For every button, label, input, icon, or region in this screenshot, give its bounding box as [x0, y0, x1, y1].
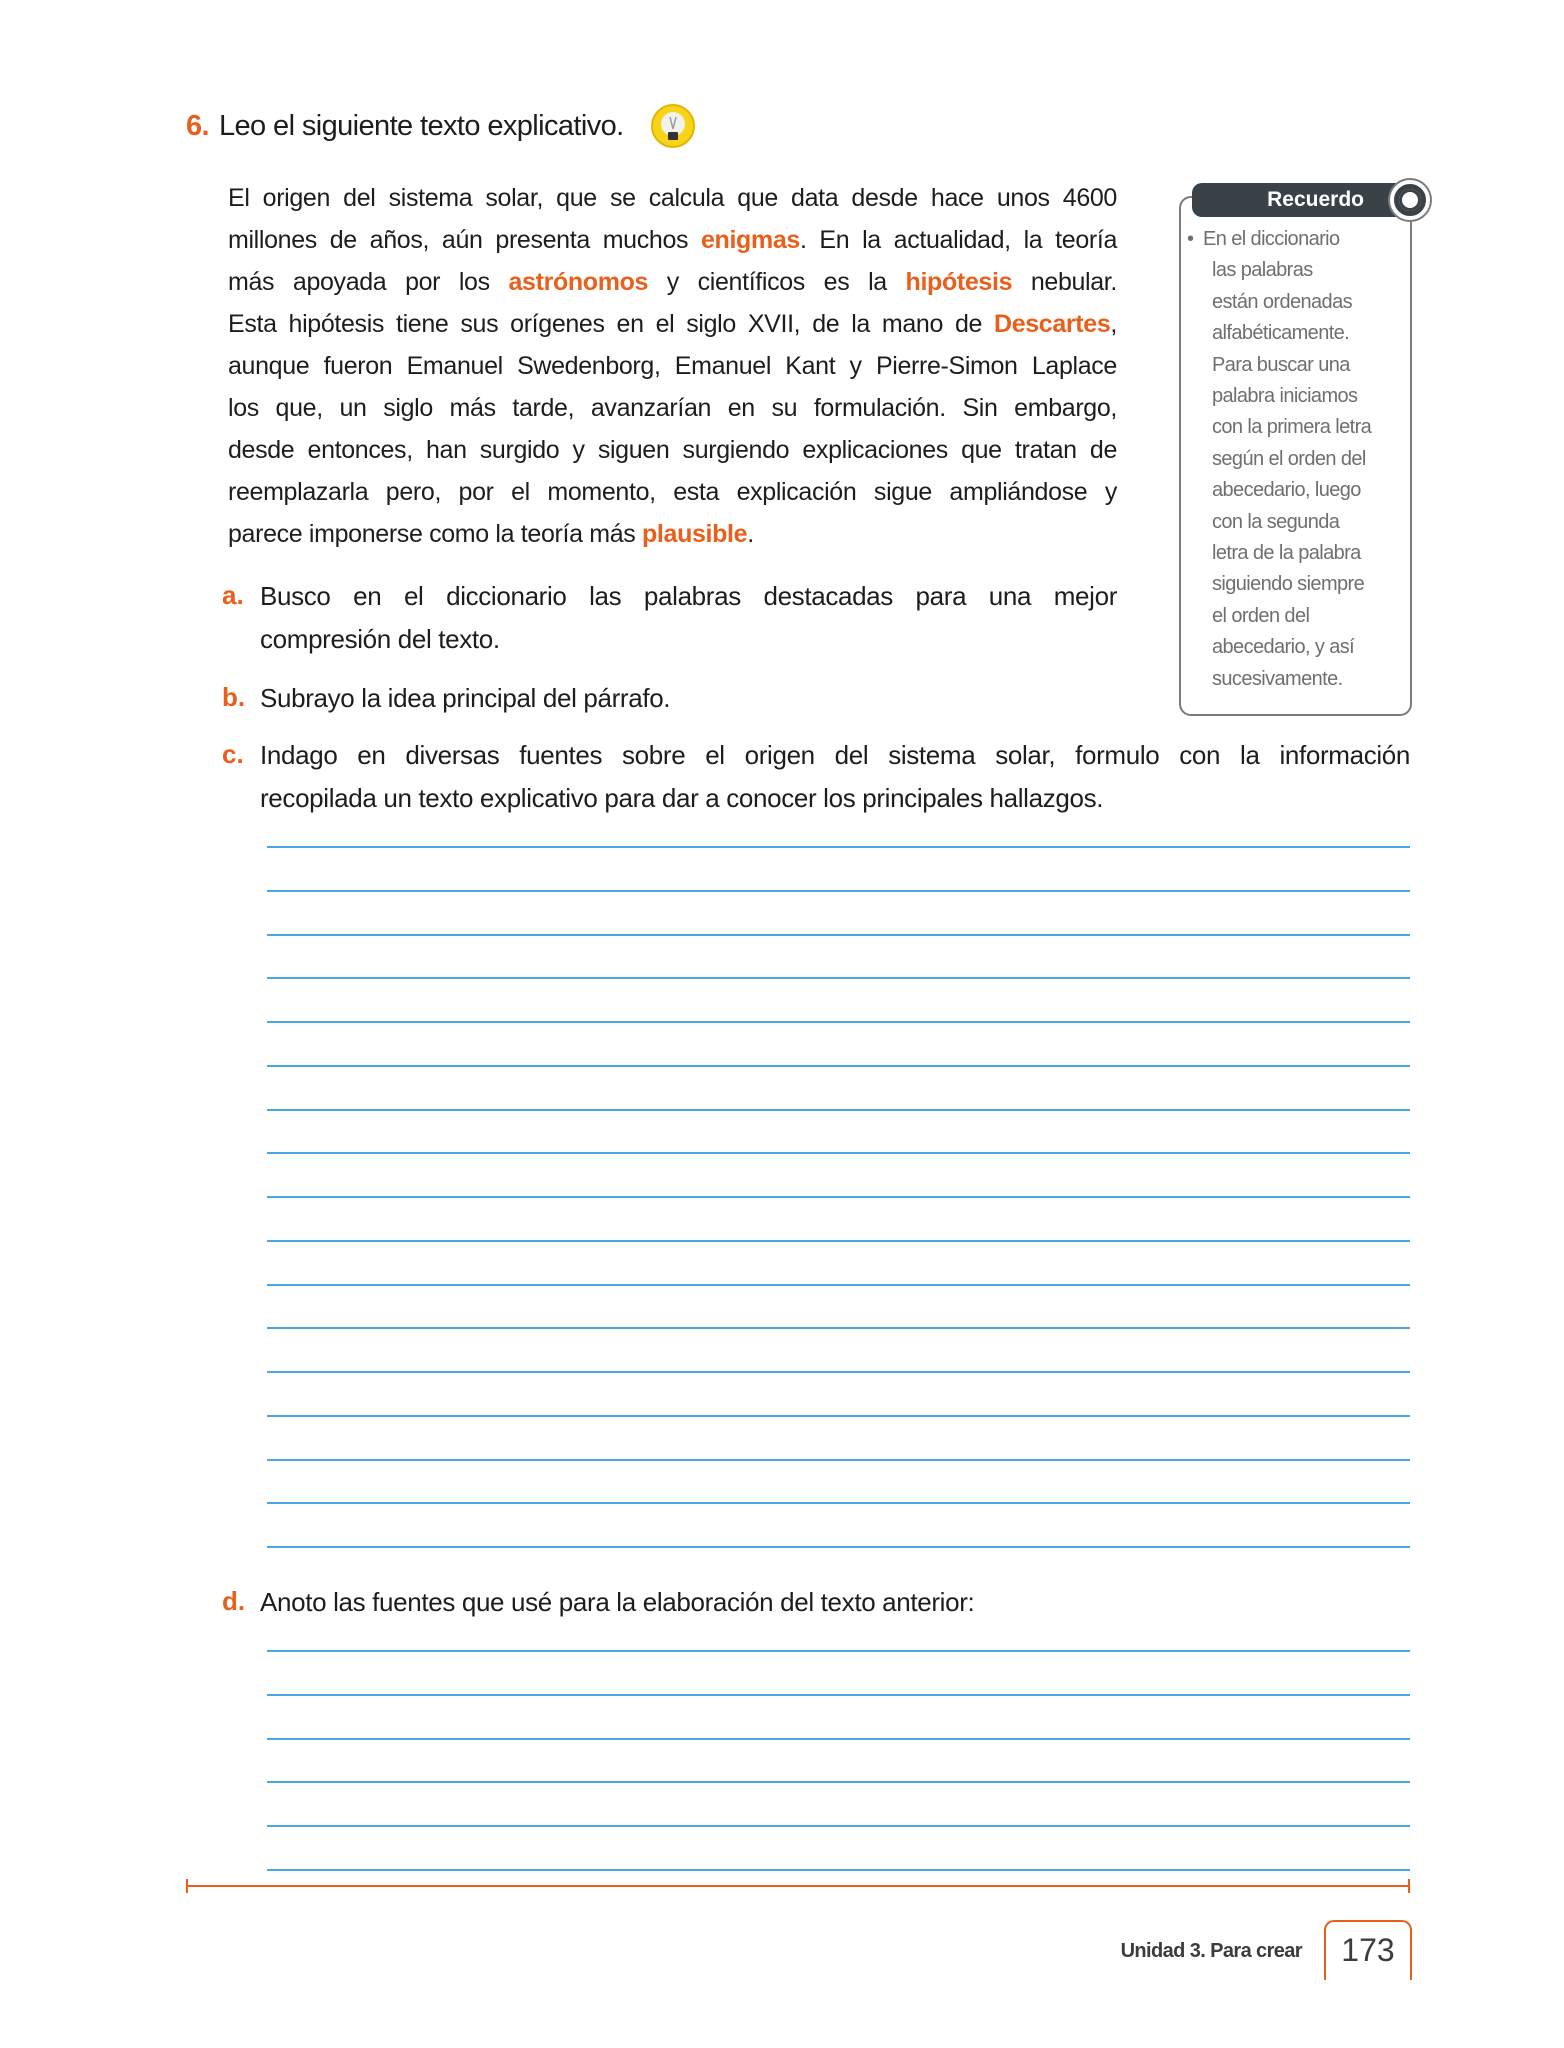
answer-line-c[interactable] [267, 846, 1410, 848]
answer-line-d[interactable] [267, 1825, 1410, 1827]
answer-line-c[interactable] [267, 1459, 1410, 1461]
paragraph-line [228, 474, 1117, 510]
answer-line-d[interactable] [267, 1738, 1410, 1740]
reminder-line: siguiendo siempre [1212, 573, 1365, 596]
text-segment: , [1110, 310, 1117, 338]
reminder-line: alfabéticamente. [1212, 322, 1350, 345]
answer-line-c[interactable] [267, 1065, 1410, 1067]
exercise-title: Leo el siguiente texto explicativo. [219, 110, 624, 142]
paragraph-line [228, 264, 1117, 300]
paragraph-line [228, 516, 1117, 552]
lightbulb-icon [650, 103, 696, 149]
reminder-line: las palabras [1212, 259, 1313, 282]
reminder-line: palabra iniciamos [1212, 385, 1358, 407]
reminder-line: con la primera letra [1212, 416, 1372, 439]
answer-line-c[interactable] [267, 1152, 1410, 1154]
task-d-text: Anoto las fuentes que usé para la elaboración del texto anterior: [260, 1587, 975, 1617]
task-a-text: Busco en el diccionario las palabras destacadas para una mejor [260, 581, 1117, 611]
text-segment: más apoyada por los [228, 268, 509, 296]
answer-line-c[interactable] [267, 1371, 1410, 1373]
reminder-line: sucesivamente. [1212, 667, 1343, 690]
paragraph-line [228, 432, 1117, 468]
task-c-text: recopilada un texto explicativo para dar a conocer los principales hallazgos. [260, 783, 1104, 813]
highlighted-word: astrónomos [508, 268, 649, 296]
answer-line-c[interactable] [267, 890, 1410, 892]
text-segment: nebular. [1012, 268, 1117, 296]
answer-line-c[interactable] [267, 1021, 1410, 1023]
footer-divider [186, 1885, 1410, 1887]
answer-line-c[interactable] [267, 1240, 1410, 1242]
answer-line-c[interactable] [267, 1327, 1410, 1329]
reminder-circle-icon [1390, 180, 1430, 220]
paragraph-line [228, 306, 1117, 342]
bullet-icon: • [1187, 228, 1194, 250]
task-letter-b: b. [222, 682, 246, 712]
reminder-line: abecedario, y así [1212, 636, 1355, 659]
text-segment: millones de años, aún presenta muchos [228, 226, 701, 254]
highlighted-word: hipótesis [905, 268, 1013, 296]
paragraph-line [228, 348, 1117, 384]
reminder-line: según el orden del [1212, 447, 1366, 470]
answer-line-d[interactable] [267, 1869, 1410, 1871]
text-segment: reemplazarla pero, por el momento, esta explicación sigue ampliándose y [228, 478, 1117, 506]
reminder-line: En el diccionario [1203, 228, 1340, 250]
highlighted-word: enigmas [700, 226, 800, 254]
paragraph-line [228, 222, 1117, 258]
task-c-text: Indago en diversas fuentes sobre el origen del sistema solar, formulo con la información [260, 740, 1410, 770]
answer-line-d[interactable] [267, 1650, 1410, 1652]
footer-unit: Unidad 3. Para crear [1120, 1940, 1302, 1962]
reminder-line: Para buscar una [1212, 353, 1350, 376]
answer-line-d[interactable] [267, 1694, 1410, 1696]
answer-line-c[interactable] [267, 1196, 1410, 1198]
text-segment: . [747, 520, 754, 548]
reminder-header [1192, 183, 1410, 217]
text-segment: . En la actualidad, la teoría [799, 226, 1118, 254]
reminder-line: abecedario, luego [1212, 479, 1361, 502]
text-segment: desde entonces, han surgido y siguen surgiendo explicaciones que tratan de [228, 436, 1117, 464]
text-segment: El origen del sistema solar, que se calcula que data desde hace unos 4600 [228, 184, 1117, 212]
paragraph-line [228, 180, 1117, 216]
task-b-text: Subrayo la idea principal del párrafo. [260, 683, 671, 713]
task-a-text: compresión del texto. [260, 624, 500, 654]
answer-line-c[interactable] [267, 1502, 1410, 1504]
highlighted-word: plausible [642, 520, 748, 548]
divider-tick-left [186, 1879, 188, 1893]
text-segment: aunque fueron Emanuel Swedenborg, Emanuel Kant y Pierre-Simon Laplace [228, 352, 1117, 380]
task-letter-c: c. [222, 739, 244, 769]
answer-line-d[interactable] [267, 1781, 1410, 1783]
reminder-line: con la segunda [1212, 510, 1340, 533]
text-segment: los que, un siglo más tarde, avanzarían en su formulación. Sin embargo, [228, 394, 1117, 422]
exercise-heading [186, 110, 624, 143]
answer-line-c[interactable] [267, 977, 1410, 979]
reminder-title: Recuerdo [1267, 188, 1364, 211]
reminder-line: el orden del [1212, 604, 1310, 627]
page-number: 173 [1324, 1920, 1412, 1980]
answer-line-c[interactable] [267, 934, 1410, 936]
divider-tick-right [1408, 1879, 1410, 1893]
reminder-line: están ordenadas [1212, 290, 1353, 313]
answer-line-c[interactable] [267, 1546, 1410, 1548]
highlighted-word: Descartes [994, 310, 1111, 338]
reminder-line: letra de la palabra [1212, 542, 1361, 564]
task-letter-d: d. [222, 1586, 246, 1616]
exercise-number: 6. [186, 110, 209, 142]
text-segment: Esta hipótesis tiene sus orígenes en el siglo XVII, de la mano de [228, 310, 994, 338]
text-segment: y científicos es la [648, 268, 906, 296]
answer-line-c[interactable] [267, 1415, 1410, 1417]
paragraph-line [228, 390, 1117, 426]
answer-line-c[interactable] [267, 1284, 1410, 1286]
task-letter-a: a. [222, 580, 244, 610]
answer-line-c[interactable] [267, 1109, 1410, 1111]
text-segment: parece imponerse como la teoría más [228, 520, 642, 548]
